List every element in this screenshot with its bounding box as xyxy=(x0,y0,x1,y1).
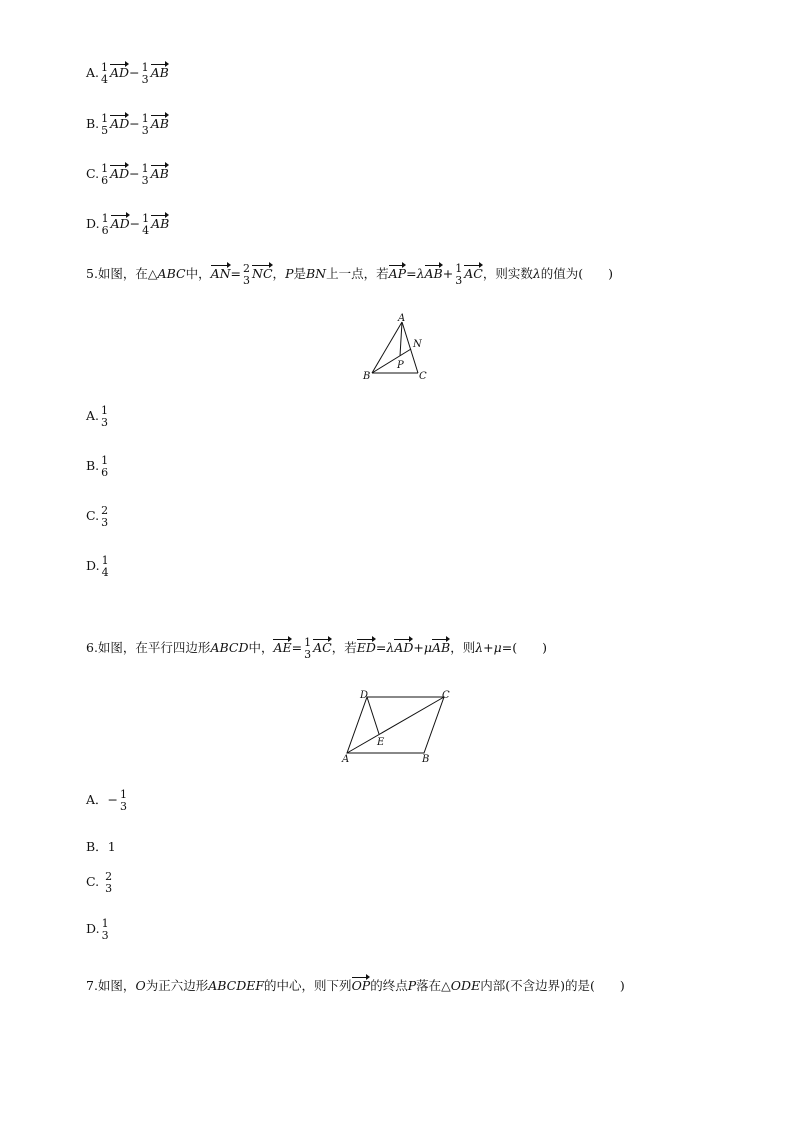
q5-option-a: A. 1 3 xyxy=(86,404,109,429)
q6-parallelogram-figure xyxy=(338,686,460,766)
fraction: 1 4 xyxy=(101,61,109,86)
diagonal-ac xyxy=(347,697,444,753)
fraction: 1 3 xyxy=(304,636,312,661)
vector: AE xyxy=(273,637,291,655)
q5-option-d: D. 1 4 xyxy=(86,554,109,579)
q6-question: 6.如图，在平行四边形ABCD中，AE= 1 3 AC，若ED=λAD+μAB，则λ+μ=( ) xyxy=(86,636,547,661)
q4-option-c: C. 1 6 AD− 1 3 AB xyxy=(86,162,169,187)
q6-option-d: D. 1 3 xyxy=(86,917,109,942)
vector: AD xyxy=(110,113,129,131)
vector: AD xyxy=(111,213,130,231)
q5-question: 5.如图，在△ABC中，AN= 2 3 NC，P是BN上一点，若AP=λAB+ 1 3 AC，则实数λ的值为( ) xyxy=(86,262,614,287)
fraction: 1 6 xyxy=(101,212,109,237)
label-b: B xyxy=(422,754,430,765)
label-c: C xyxy=(442,690,450,701)
q4-option-a: A. 1 4 AD− 1 3 AB xyxy=(86,61,169,86)
vector: AB xyxy=(432,637,450,655)
fraction: 2 3 xyxy=(243,262,251,287)
vector: AC xyxy=(464,263,483,281)
vector: AB xyxy=(151,62,169,80)
q6-option-b: B．1 xyxy=(86,839,116,854)
fraction: 1 3 xyxy=(141,162,149,187)
label-d: D xyxy=(360,690,369,701)
fraction: 1 3 xyxy=(101,404,109,429)
fraction: 1 3 xyxy=(120,788,128,813)
vector: AD xyxy=(110,163,129,181)
fraction: 1 3 xyxy=(141,112,149,137)
fraction: 1 4 xyxy=(101,554,109,579)
label-n: N xyxy=(413,339,422,350)
fraction: 1 3 xyxy=(141,61,149,86)
q7-question: 7.如图，O为正六边形ABCDEF的中心，则下列OP的终点P落在△ODE内部(不含边界)的是( ) xyxy=(86,975,625,994)
vector: AD xyxy=(110,62,129,80)
vector: AP xyxy=(389,263,406,281)
q5-option-c: C. 2 3 xyxy=(86,504,109,529)
q5-triangle-figure xyxy=(360,312,435,384)
vector: OP xyxy=(352,975,371,993)
fraction: 1 3 xyxy=(455,262,463,287)
q4-option-d: D. 1 6 AD− 1 4 AB xyxy=(86,212,170,237)
vector: ED xyxy=(357,637,376,655)
segment-de xyxy=(367,697,379,734)
label-p: P xyxy=(397,360,404,371)
vector: AB xyxy=(151,113,169,131)
label-a: A xyxy=(398,313,406,324)
vector: AB xyxy=(151,163,169,181)
vector: AD xyxy=(394,637,413,655)
fraction: 1 6 xyxy=(101,162,109,187)
label-b: B xyxy=(363,371,371,382)
label-e: E xyxy=(377,737,385,748)
vector: AC xyxy=(313,637,332,655)
q6-option-c: C. 2 3 xyxy=(86,870,113,895)
segment-ap xyxy=(400,322,402,356)
vector: AN xyxy=(211,263,231,281)
fraction: 1 5 xyxy=(101,112,109,137)
vector: NC xyxy=(252,263,273,281)
fraction: 1 3 xyxy=(101,917,109,942)
vector: AB xyxy=(425,263,443,281)
segment-bn xyxy=(372,349,411,373)
q4-option-b: B. 1 5 AD− 1 3 AB xyxy=(86,112,169,137)
label-c: C xyxy=(419,371,427,382)
label-a: A xyxy=(342,754,350,765)
vector: AB xyxy=(151,213,169,231)
fraction: 2 3 xyxy=(101,504,109,529)
q6-option-a: A．− 1 3 xyxy=(86,788,128,813)
fraction: 1 4 xyxy=(142,212,150,237)
fraction: 2 3 xyxy=(105,870,113,895)
fraction: 1 6 xyxy=(101,454,109,479)
q5-option-b: B. 1 6 xyxy=(86,454,109,479)
